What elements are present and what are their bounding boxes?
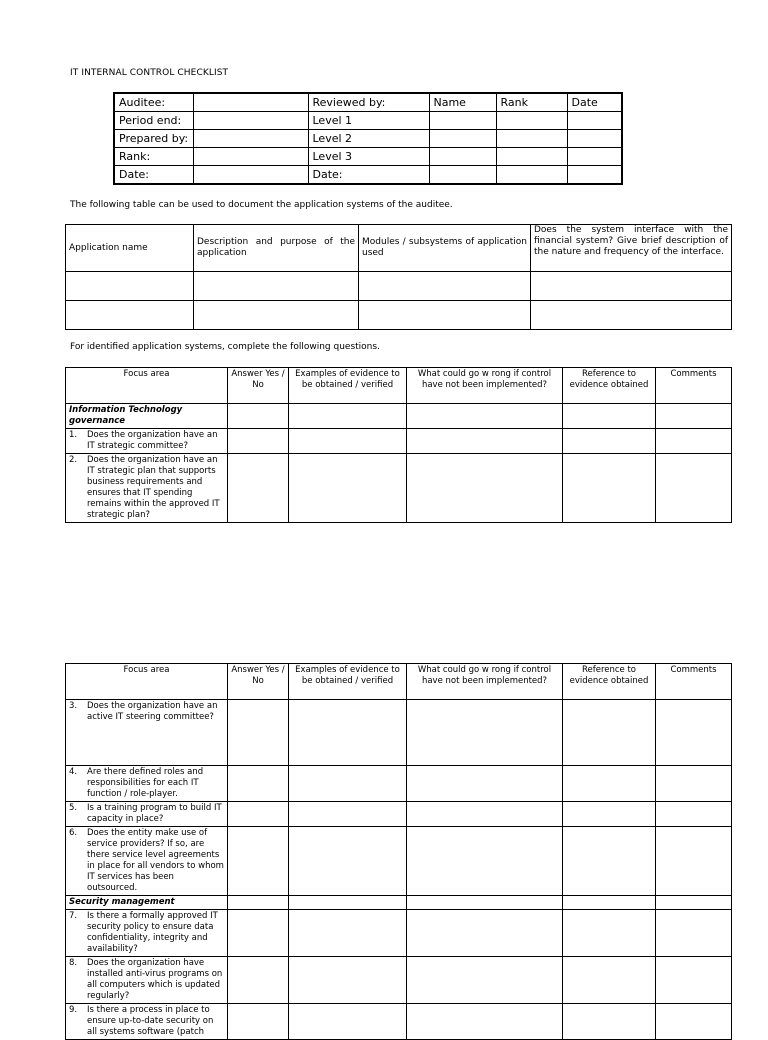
auditee-header-table — [113, 92, 623, 185]
header-label-cell: Level 2 — [308, 130, 429, 148]
question-text: Is there a formally approved IT security policy to ensure data confidentiality, integrity and availability? — [87, 911, 218, 954]
question-row — [66, 910, 732, 957]
question-header-cell: Focus area — [66, 368, 228, 404]
evidence-cell[interactable] — [289, 910, 407, 957]
risk-cell[interactable] — [407, 766, 563, 802]
question-row — [66, 802, 732, 827]
focus-area-cell — [66, 802, 228, 827]
risk-cell[interactable] — [407, 802, 563, 827]
app-header-modules: Modules / subsystems of application used — [359, 225, 531, 272]
header-field-cell[interactable] — [496, 166, 567, 185]
comments-cell[interactable] — [656, 827, 732, 896]
answer-cell[interactable] — [228, 896, 289, 910]
question-number: 7. — [69, 911, 78, 921]
risk-cell[interactable] — [407, 896, 563, 910]
header-label-cell: Name — [429, 93, 496, 112]
risk-cell[interactable] — [407, 700, 563, 766]
question-text: Is there a process in place to ensure up-to-date security on all systems software (patch — [87, 1005, 214, 1037]
header-label-cell: Date — [567, 93, 622, 112]
question-text: Does the organization have an IT strategic plan that supports business requirements and ensures that IT spending remains within the approved IT strategic plan? — [87, 455, 220, 520]
header-row-auditee — [114, 93, 622, 112]
question-number: 1. — [69, 430, 78, 440]
comments-cell[interactable] — [656, 404, 732, 429]
question-row — [66, 827, 732, 896]
focus-area-cell — [66, 827, 228, 896]
focus-area-cell — [66, 1004, 228, 1040]
focus-area-cell — [66, 429, 228, 454]
header-row-period-end — [114, 112, 622, 130]
evidence-cell[interactable] — [289, 700, 407, 766]
header-row-prepared-by — [114, 130, 622, 148]
reference-cell[interactable] — [563, 896, 656, 910]
header-label-cell: Rank — [496, 93, 567, 112]
question-text: Does the organization have an IT strategic committee? — [87, 430, 218, 451]
header-field-cell[interactable] — [193, 130, 308, 148]
header-field-cell[interactable] — [429, 166, 496, 185]
question-number: 5. — [69, 803, 78, 813]
focus-area-cell — [66, 910, 228, 957]
question-number: 9. — [69, 1005, 78, 1015]
question-number: 4. — [69, 767, 78, 777]
question-header-row — [66, 368, 732, 404]
section-row — [66, 404, 732, 429]
answer-cell[interactable] — [228, 802, 289, 827]
header-field-cell[interactable] — [496, 112, 567, 130]
reference-cell[interactable] — [563, 910, 656, 957]
header-field-cell[interactable] — [429, 112, 496, 130]
question-text: Is a training program to build IT capacity in place? — [87, 803, 222, 824]
header-label-cell: Rank: — [114, 148, 193, 166]
header-label-cell: Auditee: — [114, 93, 193, 112]
question-row — [66, 766, 732, 802]
question-text: Does the organization have an active IT steering committee? — [87, 701, 218, 722]
header-label-cell: Period end: — [114, 112, 193, 130]
question-header-cell: What could go w rong if control have not been implemented? — [407, 368, 563, 404]
questions-table-a — [65, 367, 732, 523]
question-header-cell: Examples of evidence to be obtained / verified — [289, 368, 407, 404]
comments-cell[interactable] — [656, 766, 732, 802]
answer-cell[interactable] — [228, 957, 289, 1004]
header-label-cell: Date: — [114, 166, 193, 185]
header-field-cell[interactable] — [567, 166, 622, 185]
header-label-cell: Level 3 — [308, 148, 429, 166]
question-header-cell: Answer Yes / No — [228, 664, 289, 700]
focus-area-cell — [66, 454, 228, 523]
question-text: Does the entity make use of service providers? If so, are there service level agreements in place for all vendors to whom IT services has been outsourced. — [87, 828, 224, 893]
question-header-row — [66, 664, 732, 700]
risk-cell[interactable] — [407, 827, 563, 896]
header-field-cell[interactable] — [567, 112, 622, 130]
risk-cell[interactable] — [407, 957, 563, 1004]
application-systems-table — [65, 224, 732, 330]
header-field-cell[interactable] — [496, 148, 567, 166]
risk-cell[interactable] — [407, 429, 563, 454]
question-number: 6. — [69, 828, 78, 838]
header-field-cell[interactable] — [567, 130, 622, 148]
questions-table-b — [65, 663, 732, 1040]
reference-cell[interactable] — [563, 957, 656, 1004]
evidence-cell[interactable] — [289, 827, 407, 896]
header-label-cell — [193, 93, 308, 112]
header-label-cell: Level 1 — [308, 112, 429, 130]
comments-cell[interactable] — [656, 802, 732, 827]
evidence-cell[interactable] — [289, 766, 407, 802]
app-header-interface: Does the system interface with the financial system? Give brief description of the nature and frequency of the interface. — [531, 225, 732, 272]
header-row-rank — [114, 148, 622, 166]
reference-cell[interactable] — [563, 429, 656, 454]
header-field-cell[interactable] — [567, 148, 622, 166]
comments-cell[interactable] — [656, 910, 732, 957]
page-title: IT INTERNAL CONTROL CHECKLIST — [70, 68, 229, 78]
question-header-cell: Focus area — [66, 664, 228, 700]
comments-cell[interactable] — [656, 1004, 732, 1040]
reference-cell[interactable] — [563, 827, 656, 896]
reference-cell[interactable] — [563, 454, 656, 523]
header-field-cell[interactable] — [193, 166, 308, 185]
focus-area-cell — [66, 700, 228, 766]
question-row — [66, 1004, 732, 1040]
question-header-cell: Comments — [656, 664, 732, 700]
header-field-cell[interactable] — [193, 148, 308, 166]
question-text: Does the organization have installed anti-virus programs on all computers which is updated regularly? — [87, 958, 223, 1001]
risk-cell[interactable] — [407, 404, 563, 429]
evidence-cell[interactable] — [289, 454, 407, 523]
question-number: 2. — [69, 455, 78, 465]
application-intro-text: The following table can be used to document the application systems of the auditee. — [70, 200, 453, 210]
question-row — [66, 429, 732, 454]
reference-cell[interactable] — [563, 1004, 656, 1040]
app-header-name: Application name — [66, 225, 194, 272]
header-label-cell: Prepared by: — [114, 130, 193, 148]
section-title: Information Technology governance — [66, 404, 228, 429]
section-row — [66, 896, 732, 910]
evidence-cell[interactable] — [289, 1004, 407, 1040]
header-label-cell: Date: — [308, 166, 429, 185]
question-text: Are there defined roles and responsibilities for each IT function / role-player. — [87, 767, 204, 799]
question-header-cell: Comments — [656, 368, 732, 404]
reference-cell[interactable] — [563, 700, 656, 766]
answer-cell[interactable] — [228, 700, 289, 766]
answer-cell[interactable] — [228, 404, 289, 429]
questions-intro-text: For identified application systems, complete the following questions. — [70, 342, 380, 352]
evidence-cell[interactable] — [289, 802, 407, 827]
reference-cell[interactable] — [563, 404, 656, 429]
evidence-cell[interactable] — [289, 429, 407, 454]
question-header-cell: Examples of evidence to be obtained / verified — [289, 664, 407, 700]
evidence-cell[interactable] — [289, 896, 407, 910]
header-row-date — [114, 166, 622, 185]
header-field-cell[interactable] — [193, 112, 308, 130]
answer-cell[interactable] — [228, 1004, 289, 1040]
question-row — [66, 957, 732, 1004]
answer-cell[interactable] — [228, 429, 289, 454]
risk-cell[interactable] — [407, 454, 563, 523]
comments-cell[interactable] — [656, 454, 732, 523]
comments-cell[interactable] — [656, 700, 732, 766]
header-label-cell: Reviewed by: — [308, 93, 429, 112]
evidence-cell[interactable] — [289, 957, 407, 1004]
evidence-cell[interactable] — [289, 404, 407, 429]
focus-area-cell — [66, 766, 228, 802]
risk-cell[interactable] — [407, 1004, 563, 1040]
app-empty-row — [66, 301, 732, 330]
question-number: 8. — [69, 958, 78, 968]
question-header-cell: Reference to evidence obtained — [563, 664, 656, 700]
comments-cell[interactable] — [656, 429, 732, 454]
question-row — [66, 454, 732, 523]
focus-area-cell — [66, 957, 228, 1004]
reference-cell[interactable] — [563, 766, 656, 802]
section-title: Security management — [66, 896, 228, 910]
header-field-cell[interactable] — [496, 130, 567, 148]
answer-cell[interactable] — [228, 766, 289, 802]
question-row — [66, 700, 732, 766]
answer-cell[interactable] — [228, 827, 289, 896]
comments-cell[interactable] — [656, 957, 732, 1004]
question-header-cell: Reference to evidence obtained — [563, 368, 656, 404]
answer-cell[interactable] — [228, 454, 289, 523]
comments-cell[interactable] — [656, 896, 732, 910]
reference-cell[interactable] — [563, 802, 656, 827]
risk-cell[interactable] — [407, 910, 563, 957]
question-header-cell: Answer Yes / No — [228, 368, 289, 404]
header-field-cell[interactable] — [429, 130, 496, 148]
question-number: 3. — [69, 701, 78, 711]
answer-cell[interactable] — [228, 910, 289, 957]
header-field-cell[interactable] — [429, 148, 496, 166]
app-header-description: Description and purpose of the application — [194, 225, 359, 272]
app-empty-row — [66, 272, 732, 301]
question-header-cell: What could go w rong if control have not been implemented? — [407, 664, 563, 700]
